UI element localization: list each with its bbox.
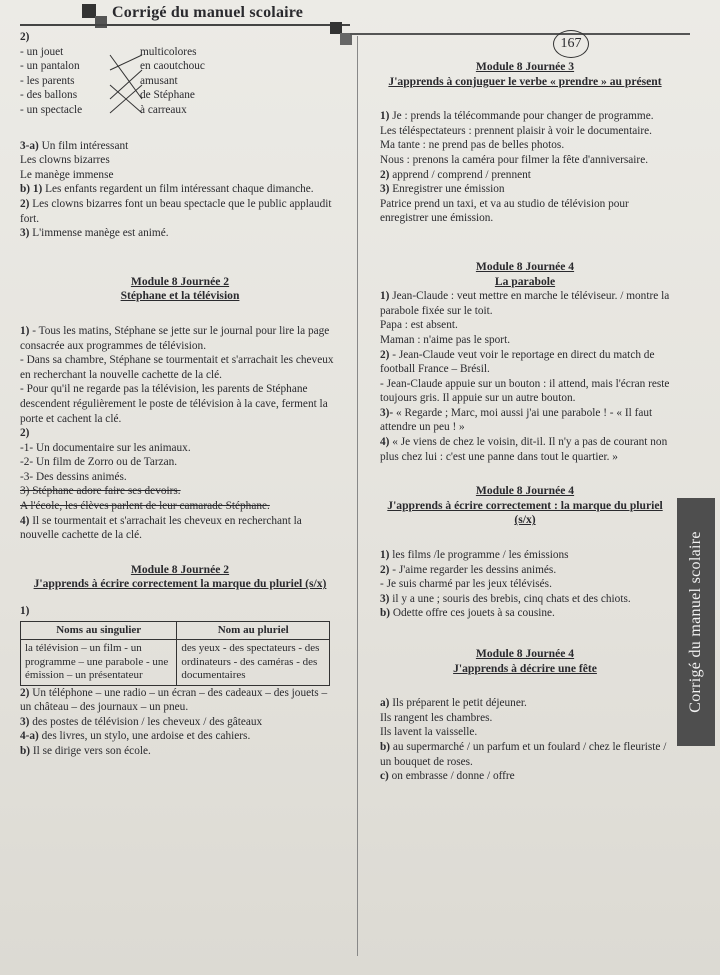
section-subtitle: J'apprends à décrire une fête: [453, 661, 597, 675]
match-right-list: [140, 45, 260, 118]
matching-exercise: [20, 45, 340, 139]
answer-line: 1) Jean-Claude : veut mettre en marche le téléviseur. / montre la parabole fixée sur le toit.: [380, 290, 670, 317]
answer-line: - Dans sa chambre, Stéphane se tourmentait et s'arrachait les cheveux en recherchant la nouvelle cachette de la clé.: [20, 354, 334, 381]
match-right-item: multicolores: [140, 45, 197, 58]
matching-lines: [108, 49, 144, 127]
match-right-item: amusant: [140, 74, 178, 87]
section-title: Module 8 Journée 4: [475, 259, 575, 273]
nouns-table: [20, 621, 330, 686]
match-right-item: à carreaux: [140, 103, 187, 116]
side-tab-label: Corrigé du manuel scolaire: [687, 531, 704, 713]
answer-line: Patrice prend un taxi, et va au studio de télévision pour enregistrer une émission.: [380, 197, 629, 225]
answer-line: 3-a) Un film intéressant: [20, 139, 129, 152]
exercise-label: 2): [20, 31, 30, 43]
answer-line: 3) des postes de télévision / les cheveux / des gâteaux: [20, 715, 263, 728]
section-title: Module 8 Journée 2: [130, 274, 230, 288]
match-left-item: - des ballons: [20, 89, 78, 102]
answer-line: Papa : est absent.: [380, 319, 458, 332]
match-left-item: - les parents: [20, 74, 75, 87]
answer-line: 2) - Jean-Claude veut voir le reportage en direct du match de football France – Brésil.: [380, 348, 655, 376]
answer-line: 1) Je : prends la télécommande pour changer de programme.: [380, 110, 654, 123]
answer-line: a) Ils préparent le petit déjeuner.: [380, 697, 527, 710]
answer-line: -3- Des dessins animés.: [20, 470, 127, 483]
table-header: Noms au singulier: [21, 621, 177, 640]
answer-line: Ma tante : ne prend pas de belles photos.: [380, 139, 565, 152]
answer-line: Ils lavent la vaisselle.: [380, 726, 478, 739]
page-number: 167: [553, 30, 589, 58]
answer-line: 2) Un téléphone – une radio – un écran – des cadeaux – des jouets – un château – des journaux – un pneu.: [20, 686, 328, 714]
answer-line: Les clowns bizarres: [20, 154, 110, 167]
answer-line: 3) il y a une ; souris des brebis, cinq chats et des chiots.: [380, 592, 631, 605]
answer-line: 1) - Tous les matins, Stéphane se jette sur le journal pour lire la page consacrée aux programmes de télévision.: [20, 324, 330, 352]
exercise-label: 1): [20, 605, 30, 618]
section-heading: [380, 260, 670, 289]
answer-line: Nous : prenons la caméra pour filmer la fête d'anniversaire.: [380, 153, 649, 166]
section-heading: [20, 275, 340, 304]
section-heading: [380, 60, 670, 89]
table-header: Nom au pluriel: [177, 621, 330, 640]
match-left-item: - un spectacle: [20, 103, 83, 116]
match-left-item: - un jouet: [20, 45, 64, 58]
answer-line: b) Il se dirige vers son école.: [20, 745, 151, 757]
side-tab: [677, 498, 715, 746]
table-cell: des yeux - des spectateurs - des ordinateurs - des caméras - des documentaires: [177, 640, 330, 686]
right-column: [380, 60, 670, 784]
section-title: Module 8 Journée 2: [130, 562, 230, 576]
header-rule: [350, 33, 690, 35]
answer-line: - Pour qu'il ne regarde pas la télévision, les parents de Stéphane descendent régulièrement le poste de télévision à la cave, ferment la porte et cachent la clé.: [20, 383, 328, 425]
header-rule: [20, 24, 350, 26]
answer-line: 2) - J'aime regarder les dessins animés.: [380, 563, 557, 576]
answer-line: 4) Il se tourmentait et s'arrachait les cheveux en recherchant la nouvelle cachette de la clé.: [20, 514, 302, 542]
answer-line: 4) « Je viens de chez le voisin, dit-il. Il n'y a pas de courant non plus chez lui : c'est une panne dans tout le quartier. »: [380, 436, 668, 463]
answer-line: b) au supermarché / un parfum et un foulard / chez le fleuriste / un bouquet de roses.: [380, 740, 667, 768]
answer-line: 2) Les clowns bizarres font un beau spectacle que le public applaudit fort.: [20, 197, 332, 225]
answer-line: - Jean-Claude appuie sur un bouton : il attend, mais l'écran reste toujours gris. Il appuie sur un autre bouton.: [380, 377, 670, 405]
struck-answer: 3) Stéphane adore faire ses devoirs.: [20, 485, 181, 498]
header-square-decoration: [95, 16, 107, 28]
header-square-decoration: [340, 33, 352, 45]
column-divider: [357, 36, 358, 956]
match-right-item: de Stéphane: [140, 89, 195, 102]
section-subtitle: J'apprends à écrire correctement : la marque du pluriel (s/x): [387, 498, 663, 527]
answer-line: 3)- « Regarde ; Marc, moi aussi j'ai une parabole ! - « Il faut attendre un peu ! »: [380, 406, 653, 434]
section-title: Module 8 Journée 4: [475, 647, 575, 660]
section-title: Module 8 Journée 3: [475, 60, 575, 73]
answer-line: 3) Enregistrer une émission: [380, 183, 505, 196]
answer-line: 3) L'immense manège est animé.: [20, 227, 169, 240]
match-left-item: - un pantalon: [20, 60, 80, 73]
answer-line: c) on embrasse / donne / offre: [380, 770, 515, 783]
struck-answer: A l'école, les élèves parlent de leur camarade Stéphane.: [20, 500, 270, 513]
answer-line: Ils rangent les chambres.: [380, 711, 493, 724]
answer-line: 4-a) des livres, un stylo, une ardoise et des cahiers.: [20, 730, 251, 743]
answer-line: - Je suis charmé par les jeux télévisés.: [380, 578, 552, 591]
section-subtitle: Stéphane et la télévision: [120, 289, 240, 303]
table-row: [21, 640, 330, 686]
answer-line: 2) apprend / comprend / prennent: [380, 168, 531, 181]
section-subtitle: La parabole: [494, 274, 556, 288]
match-right-item: en caoutchouc: [140, 60, 205, 73]
answer-line: b) Odette offre ces jouets à sa cousine.: [380, 607, 555, 620]
answer-line: -1- Un documentaire sur les animaux.: [20, 441, 191, 454]
section-heading: [380, 647, 670, 676]
answer-line: b) 1) Les enfants regardent un film intéressant chaque dimanche.: [20, 183, 314, 196]
section-subtitle: J'apprends à écrire correctement la marque du pluriel (s/x): [33, 577, 327, 591]
section-heading: [20, 563, 340, 592]
header-title: Corrigé du manuel scolaire: [112, 4, 304, 21]
section-title: Module 8 Journée 4: [475, 484, 575, 498]
section-heading: [380, 484, 670, 528]
left-column: [20, 30, 340, 759]
section-subtitle: J'apprends à conjuguer le verbe « prendre » au présent: [388, 74, 662, 88]
answer-line: -2- Un film de Zorro ou de Tarzan.: [20, 456, 178, 469]
header-square-decoration: [82, 4, 96, 18]
answer-line: 2): [20, 427, 30, 440]
answer-line: Le manège immense: [20, 168, 114, 181]
answer-line: Maman : n'aime pas le sport.: [380, 333, 511, 346]
answer-line: 1) les films /le programme / les émissions: [380, 549, 569, 562]
table-cell: la télévision – un film - un programme – une parabole - une émission – un présentateur: [21, 640, 177, 686]
answer-line: Les téléspectateurs : prennent plaisir à voir le documentaire.: [380, 124, 652, 137]
